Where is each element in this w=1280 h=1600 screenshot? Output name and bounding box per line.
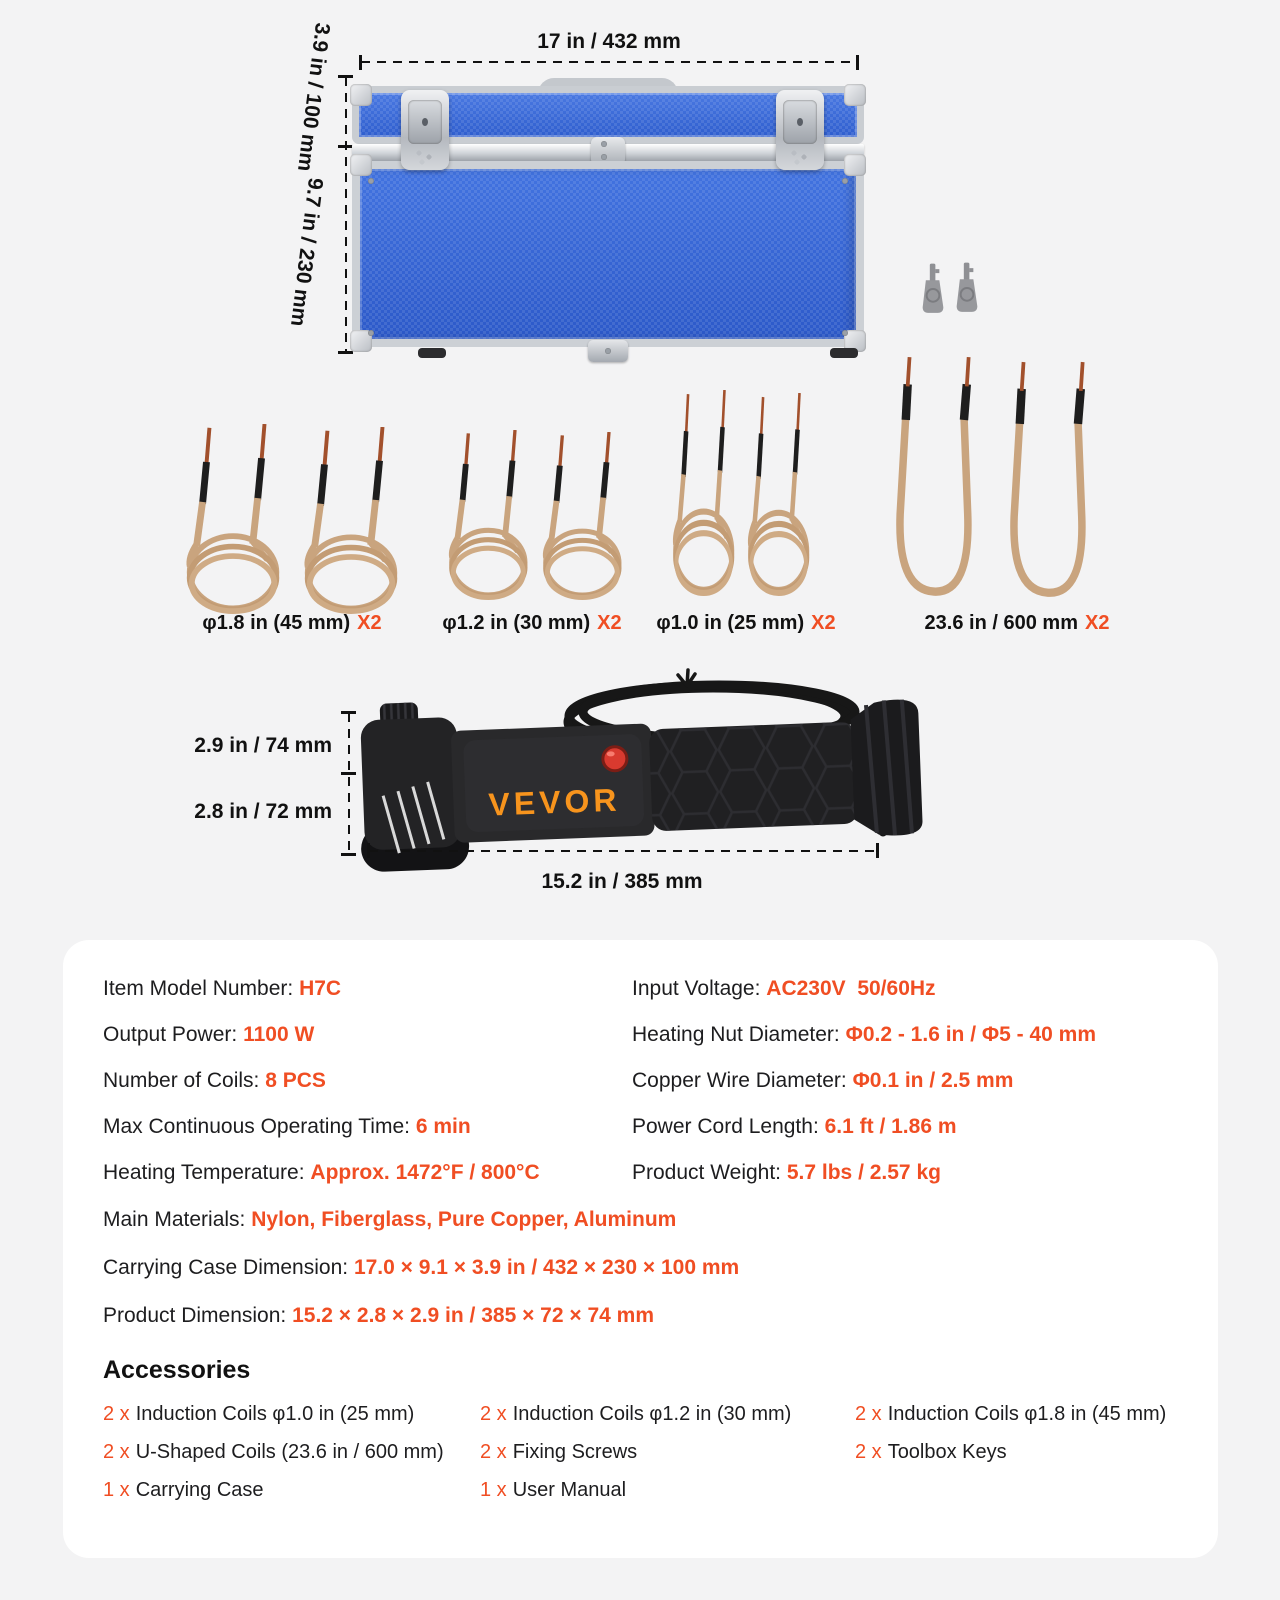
tool-height-upper-dimension: 2.9 in / 74 mm <box>194 734 332 757</box>
dimension-tick <box>338 75 353 78</box>
case-latch <box>401 90 449 170</box>
case-height-dimension-line <box>345 77 347 353</box>
corner-cap <box>350 84 372 106</box>
dimension-tick <box>341 853 356 856</box>
coil-label-45mm: φ1.8 in (45 mm) X2 <box>202 612 382 634</box>
case-lid-height-dimension: 3.9 in / 100 mm <box>292 21 335 173</box>
spec-product-dimension: Product Dimension: 15.2 × 2.8 × 2.9 in / 385 × 72 × 74 mm <box>103 1304 655 1327</box>
induction-coil-30mm <box>534 432 634 600</box>
accessories-title: Accessories <box>103 1356 251 1384</box>
spec-number-of-coils: Number of Coils: 8 PCS <box>103 1069 326 1092</box>
toolbox-key-icon <box>951 261 983 315</box>
power-button <box>602 746 627 771</box>
induction-heater-image <box>335 648 960 883</box>
spec-carrying-case-dimension: Carrying Case Dimension: 17.0 × 9.1 × 3.9 in / 432 × 230 × 100 mm <box>103 1256 740 1279</box>
corner-cap <box>844 84 866 106</box>
coil-label-25mm: φ1.0 in (25 mm) X2 <box>656 612 836 634</box>
dimension-tick <box>359 55 362 70</box>
u-shaped-coil <box>872 355 994 601</box>
tool-height-dimension-line <box>348 713 350 854</box>
case-body-height-dimension: 9.7 in / 230 mm <box>285 176 328 328</box>
dimension-tick <box>338 145 353 148</box>
dimension-tick <box>367 843 370 858</box>
spec-grid <box>103 966 1178 1196</box>
tool-length-dimension-line <box>369 850 877 852</box>
spec-product-weight: Product Weight: 5.7 lbs / 2.57 kg <box>632 1161 941 1184</box>
carrying-case-image <box>352 86 864 358</box>
toolbox-key-icon <box>917 262 949 316</box>
induction-coil-25mm <box>741 393 819 596</box>
spec-panel <box>63 940 1218 1558</box>
case-bottom-lock <box>588 340 628 362</box>
spec-item-model-number: Item Model Number: H7C <box>103 977 342 1000</box>
dimension-tick <box>856 55 859 70</box>
dimension-tick <box>876 843 879 858</box>
case-latch <box>776 90 824 170</box>
accessory-item: 2 x Induction Coils φ1.2 in (30 mm) <box>480 1402 792 1425</box>
case-foot <box>830 348 858 358</box>
accessory-item: 1 x Carrying Case <box>103 1478 264 1501</box>
accessory-item: 2 x Induction Coils φ1.0 in (25 mm) <box>103 1402 415 1425</box>
spec-output-power: Output Power: 1100 W <box>103 1023 315 1046</box>
vevor-logo: VEVOR <box>487 781 622 823</box>
spec-input-voltage: Input Voltage: AC230V 50/60Hz <box>632 977 936 1000</box>
dimension-tick <box>341 772 356 775</box>
spec-max-operating-time: Max Continuous Operating Time: 6 min <box>103 1115 471 1138</box>
spec-main-materials: Main Materials: Nylon, Fiberglass, Pure Copper, Aluminum <box>103 1208 677 1231</box>
spec-power-cord-length: Power Cord Length: 6.1 ft / 1.86 m <box>632 1115 957 1138</box>
induction-coil-25mm <box>666 390 744 596</box>
coil-label-30mm: φ1.2 in (30 mm) X2 <box>442 612 622 634</box>
accessory-item: 2 x Induction Coils φ1.8 in (45 mm) <box>855 1402 1167 1425</box>
accessory-item: 2 x U-Shaped Coils (23.6 in / 600 mm) <box>103 1440 444 1463</box>
induction-coil-45mm <box>176 424 294 614</box>
dimension-tick <box>341 711 356 714</box>
tool-length-dimension: 15.2 in / 385 mm <box>541 870 703 893</box>
corner-cap <box>350 154 372 176</box>
case-width-dimension: 17 in / 432 mm <box>537 30 681 53</box>
case-foot <box>418 348 446 358</box>
u-shaped-coil <box>986 360 1108 602</box>
corner-cap <box>844 154 866 176</box>
accessory-item: 2 x Fixing Screws <box>480 1440 638 1463</box>
case-body <box>352 161 864 347</box>
tool-height-lower-dimension: 2.8 in / 72 mm <box>194 800 332 823</box>
spec-heating-temperature: Heating Temperature: Approx. 1472°F / 800°C <box>103 1161 540 1184</box>
spec-copper-wire-diameter: Copper Wire Diameter: Φ0.1 in / 2.5 mm <box>632 1069 1014 1092</box>
coil-label-600mm: 23.6 in / 600 mm X2 <box>924 612 1110 634</box>
induction-coil-45mm <box>294 427 412 614</box>
induction-coil-30mm <box>440 430 540 600</box>
accessories-list <box>103 1395 1178 1509</box>
accessory-item: 1 x User Manual <box>480 1478 627 1501</box>
case-width-dimension-line <box>361 61 857 63</box>
spec-heating-nut-diameter: Heating Nut Diameter: Φ0.2 - 1.6 in / Φ5 - 40 mm <box>632 1023 1096 1046</box>
accessory-item: 2 x Toolbox Keys <box>855 1440 1007 1463</box>
dimension-tick <box>338 351 353 354</box>
